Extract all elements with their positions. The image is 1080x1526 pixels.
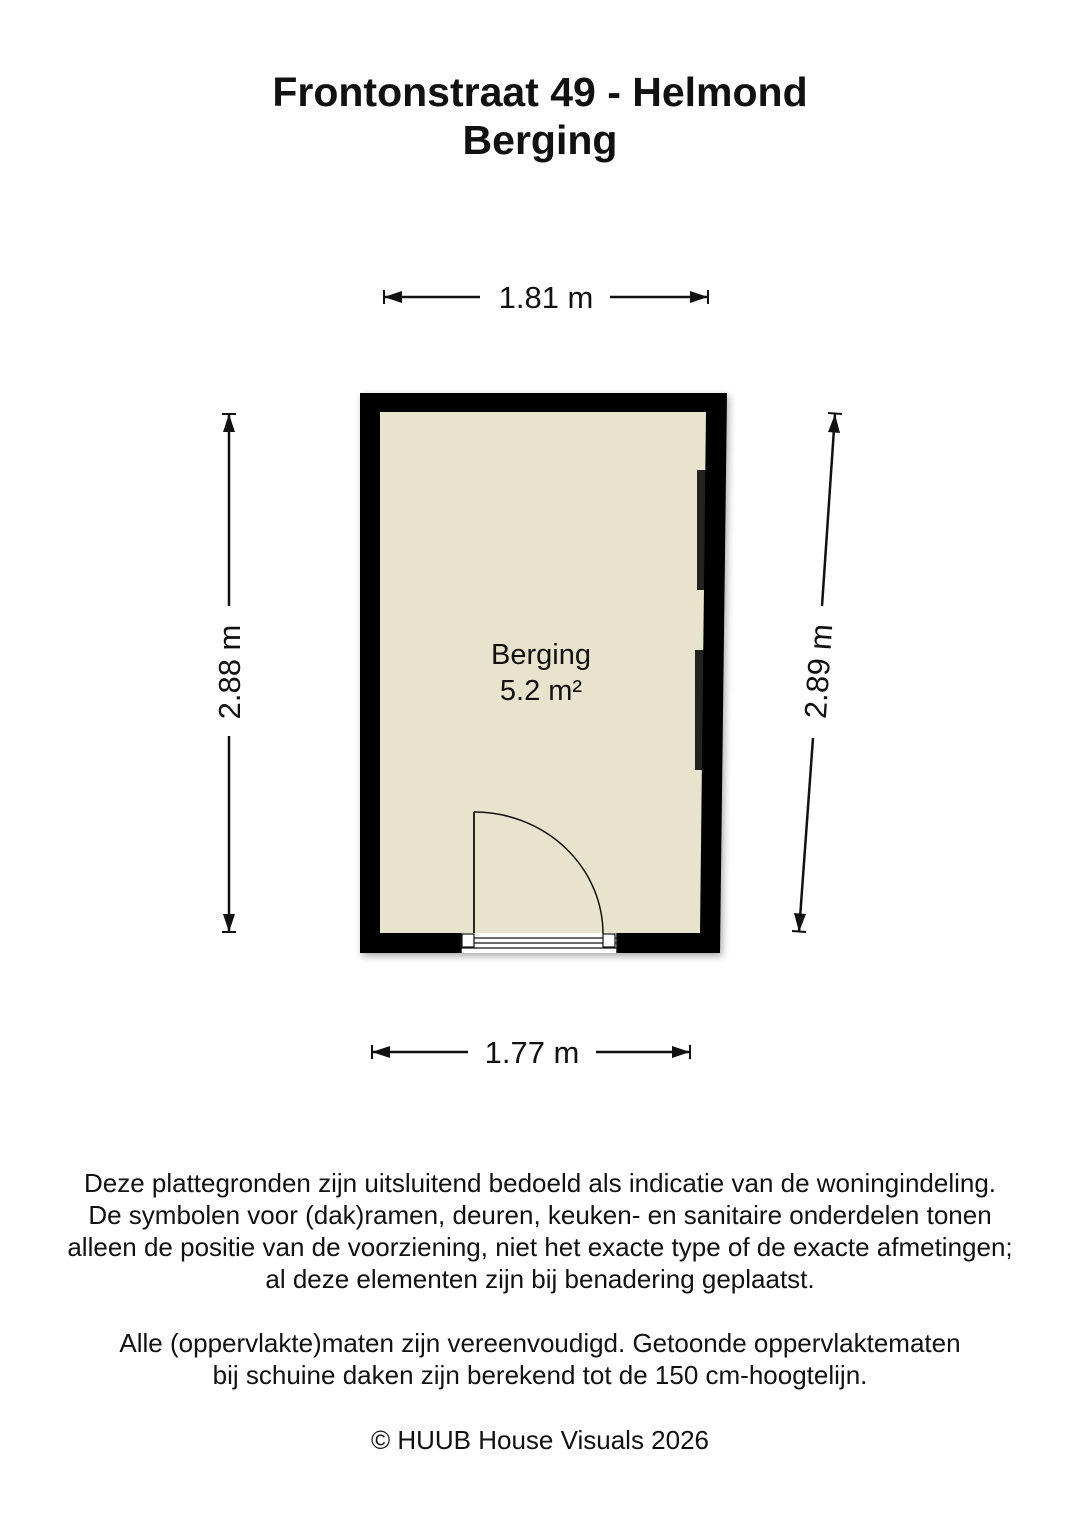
room-area: 5.2 m²	[499, 675, 583, 707]
arrow-right-icon	[672, 1046, 690, 1058]
disclaimer-line: alleen de positie van de voorziening, niet het exacte type of de exacte afmetingen;	[67, 1232, 1013, 1262]
floor-title: Berging	[462, 117, 618, 163]
dimension-left-label: 2.88 m	[212, 624, 247, 720]
dimension-tick	[792, 931, 806, 932]
arrow-down-icon	[794, 913, 806, 932]
disclaimer-spacer	[0, 1295, 1080, 1327]
dimension-top	[384, 280, 708, 315]
arrow-up-icon	[828, 414, 840, 433]
dimension-right-line-bottom	[799, 738, 813, 932]
arrow-left-icon	[372, 1046, 390, 1058]
arrow-left-icon	[384, 291, 402, 303]
disclaimer-line: Deze plattegronden zijn uitsluitend bedoeld als indicatie van de woningindeling.	[83, 1168, 997, 1198]
dimension-right-label: 2.89 m	[797, 622, 840, 720]
arrow-right-icon	[690, 291, 708, 303]
arrow-up-icon	[223, 414, 235, 432]
arrow-down-icon	[223, 914, 235, 932]
room-name: Berging	[491, 639, 591, 671]
copyright: © HUUB House Visuals 2026	[370, 1425, 710, 1455]
disclaimer-line: al deze elementen zijn bij benadering geplaatst.	[265, 1264, 815, 1294]
disclaimer-line: Alle (oppervlakte)maten zijn vereenvoudigd. Getoonde oppervlaktematen	[119, 1328, 961, 1358]
dimension-bottom	[372, 1035, 690, 1070]
dimension-left	[212, 414, 247, 932]
dimension-right-line-top	[822, 414, 835, 606]
room-floor	[380, 412, 706, 933]
wall-segment	[695, 650, 705, 770]
dimension-tick	[828, 413, 842, 414]
dimension-right	[792, 413, 842, 932]
wall-segment	[697, 470, 707, 590]
door-frame-right	[603, 934, 615, 947]
door-frame-left	[462, 934, 474, 947]
disclaimer-line: De symbolen voor (dak)ramen, deuren, keuken- en sanitaire onderdelen tonen	[88, 1200, 992, 1230]
dimension-top-label: 1.81 m	[498, 280, 594, 315]
dimension-bottom-label: 1.77 m	[484, 1035, 580, 1070]
disclaimer-line: bij schuine daken zijn berekend tot de 150 cm-hoogtelijn.	[212, 1360, 868, 1390]
disclaimer	[0, 1167, 1080, 1391]
page-title: Frontonstraat 49 - Helmond	[272, 69, 808, 115]
